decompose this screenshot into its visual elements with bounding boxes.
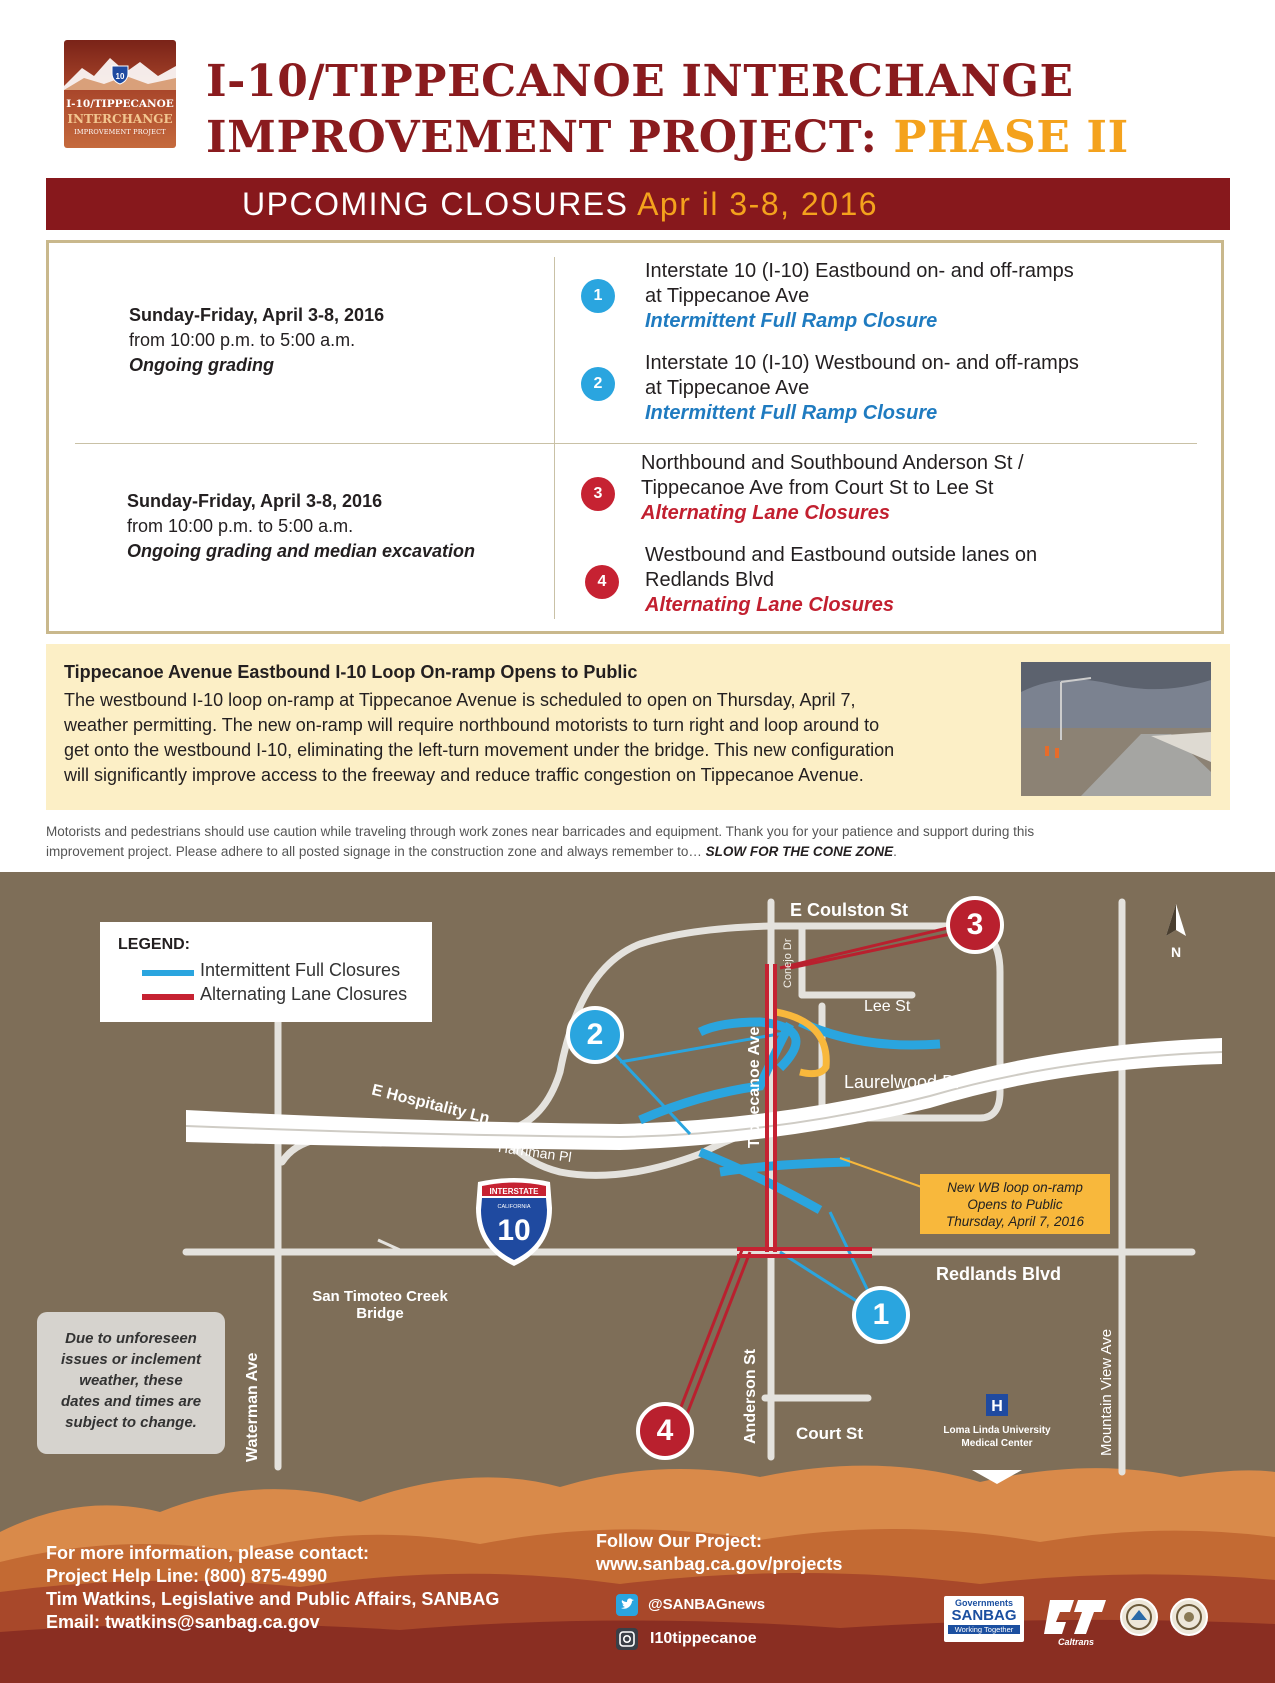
closure-period-1-date: Sunday-Friday, April 3-8, 2016 — [129, 305, 385, 325]
legend-full-swatch — [142, 970, 194, 976]
closure-period-1-hours: from 10:00 p.m. to 5:00 a.m. — [129, 330, 356, 350]
twitter-icon[interactable] — [616, 1594, 638, 1616]
road-photo-icon — [1021, 662, 1211, 796]
callout-line: New WB loop on-ramp — [947, 1180, 1083, 1195]
bridge-label-line2: Bridge — [356, 1305, 404, 1322]
legend-alt-label: Alternating Lane Closures — [200, 984, 408, 1004]
disclaimer-line: subject to change. — [65, 1414, 197, 1431]
svg-text:10: 10 — [497, 1214, 531, 1247]
map-marker-4: 4 — [636, 1402, 694, 1460]
legend-title: LEGEND: — [118, 936, 190, 953]
closure-item-4-line2: Redlands Blvd — [645, 569, 774, 591]
caltrans-logo-icon — [1044, 1592, 1108, 1648]
disclaimer-line: weather, these — [79, 1372, 183, 1389]
announcement-line: get onto the westbound I-10, eliminating the left-turn movement under the bridge. This new configuration — [64, 740, 895, 760]
street-label-coulston: E Coulston St — [790, 900, 908, 920]
callout-line: Opens to Public — [967, 1197, 1063, 1212]
street-label-mountain-view: Mountain View Ave — [1098, 1328, 1115, 1456]
contact-helpline: Project Help Line: (800) 875-4990 — [46, 1566, 328, 1586]
hospital-label — [918, 1424, 1076, 1450]
closure-item-4 — [645, 543, 1037, 618]
street-label-redlands: Redlands Blvd — [936, 1264, 1062, 1284]
banner-label: UPCOMING CLOSURES — [242, 186, 638, 222]
closures-banner — [46, 178, 1230, 230]
caution-end: . — [893, 844, 897, 859]
closure-item-1-line1: Interstate 10 (I-10) Eastbound on- and off-ramps — [645, 260, 1074, 282]
logo-line-2: INTERCHANGE — [67, 112, 173, 126]
closure-item-4-type: Alternating Lane Closures — [645, 594, 894, 616]
banner-text — [242, 186, 878, 223]
closure-period-1 — [129, 303, 384, 378]
schedule-disclaimer — [37, 1312, 225, 1454]
svg-text:INTERSTATE: INTERSTATE — [489, 1187, 539, 1196]
callout-line: Thursday, April 7, 2016 — [945, 1214, 1085, 1229]
closure-period-2 — [127, 489, 475, 564]
follow-title: Follow Our Project: — [596, 1531, 763, 1551]
twitter-handle[interactable]: @SANBAGnews — [648, 1596, 766, 1613]
table-divider-horizontal — [75, 443, 1197, 444]
closure-item-1-type: Intermittent Full Ramp Closure — [645, 310, 938, 332]
page-title — [206, 54, 1226, 166]
title-phase: PHASE II — [893, 112, 1129, 163]
city-seal-icon — [1120, 1598, 1158, 1636]
announcement-line: will significantly improve access to the freeway and reduce traffic congestion on Tippecanoe Avenue. — [64, 765, 864, 785]
contact-info — [46, 1542, 499, 1634]
closure-item-1-line2: at Tippecanoe Ave — [645, 285, 810, 307]
county-seal-icon — [1170, 1598, 1208, 1636]
caution-line-2 — [46, 842, 1216, 862]
logo-line-1: I-10/TIPPECANOE — [66, 98, 174, 110]
hospital-icon — [986, 1394, 1008, 1416]
bridge-label-line1: San Timoteo Creek — [312, 1288, 448, 1305]
sanbag-tagline: Working Together — [948, 1625, 1020, 1634]
street-label-conejo: Conejo Dr — [782, 938, 794, 988]
announcement-body — [64, 688, 1004, 788]
title-line-2 — [206, 110, 1226, 166]
banner-dates: Apr il 3-8, 2016 — [637, 186, 879, 222]
street-label-lee: Lee St — [864, 998, 911, 1015]
table-divider-vertical — [554, 257, 555, 619]
map-marker-1: 1 — [852, 1286, 910, 1344]
announcement-line: The westbound I-10 loop on-ramp at Tippecanoe Avenue is scheduled to open on Thursday, April 7, — [64, 690, 856, 710]
street-label-waterman: Waterman Ave — [244, 1352, 261, 1462]
caution-note — [46, 822, 1216, 862]
project-logo — [64, 40, 176, 148]
instagram-handle[interactable]: I10tippecanoe — [650, 1630, 757, 1647]
closure-item-3 — [641, 451, 1024, 526]
follow-url[interactable]: www.sanbag.ca.gov/projects — [596, 1554, 843, 1574]
contact-person: Tim Watkins, Legislative and Public Affairs, SANBAG — [46, 1589, 500, 1609]
street-label-court: Court St — [796, 1424, 864, 1443]
closure-marker-1: 1 — [581, 279, 615, 313]
closures-table — [46, 240, 1224, 634]
title-line-2-text: IMPROVEMENT PROJECT: — [206, 112, 894, 163]
hospital-label-line2: Medical Center — [961, 1438, 1033, 1449]
mountain-logo-icon — [64, 50, 176, 90]
map-legend — [100, 922, 432, 1022]
closure-period-2-hours: from 10:00 p.m. to 5:00 a.m. — [127, 516, 354, 536]
legend-alt-swatch — [142, 994, 194, 1000]
closure-marker-3: 3 — [581, 477, 615, 511]
svg-text:N: N — [1170, 944, 1182, 960]
disclaimer-line: Due to unforeseen — [65, 1330, 197, 1347]
street-label-tippecanoe: Tippecanoe Ave — [746, 1026, 763, 1148]
closure-map — [0, 872, 1275, 1683]
street-label-laurelwood: Laurelwood Dr — [844, 1072, 962, 1092]
disclaimer-line: dates and times are — [60, 1393, 202, 1410]
closure-marker-2: 2 — [581, 367, 615, 401]
instagram-icon[interactable] — [616, 1628, 638, 1650]
legend-full-label: Intermittent Full Closures — [200, 960, 401, 980]
closure-item-2-line1: Interstate 10 (I-10) Westbound on- and off-ramps — [645, 352, 1079, 374]
north-arrow-icon — [1166, 904, 1186, 960]
title-line-1: I-10/TIPPECANOE INTERCHANGE — [206, 56, 1074, 107]
logo-line-3: IMPROVEMENT PROJECT — [74, 128, 166, 136]
announcement-title: Tippecanoe Avenue Eastbound I-10 Loop On-ramp Opens to Public — [64, 662, 638, 682]
sanbag-name: SANBAG — [951, 1607, 1017, 1624]
follow-project — [596, 1530, 842, 1576]
onramp-photo — [1021, 662, 1211, 796]
street-label-anderson: Anderson St — [742, 1348, 759, 1444]
closure-marker-4: 4 — [585, 565, 619, 599]
closure-item-2 — [645, 351, 1079, 426]
closure-item-1 — [645, 259, 1074, 334]
street-label-hospitality: E Hospitality Ln — [369, 1081, 492, 1128]
closure-period-2-date: Sunday-Friday, April 3-8, 2016 — [127, 491, 383, 511]
svg-text:CALIFORNIA: CALIFORNIA — [497, 1204, 531, 1210]
svg-text:Caltrans: Caltrans — [1057, 1637, 1095, 1647]
contact-heading: For more information, please contact: — [46, 1543, 370, 1563]
caution-line-2-text: improvement project. Please adhere to all posted signage in the construction zone and always remember to… — [46, 844, 706, 859]
new-onramp-callout — [920, 1174, 1110, 1234]
announcement-line: weather permitting. The new on-ramp will require northbound motorists to turn right and loop around to — [64, 715, 880, 735]
closure-period-1-work: Ongoing grading — [129, 355, 274, 375]
street-label-harriman: Harriman Pl — [497, 1138, 573, 1166]
closure-item-3-line1: Northbound and Southbound Anderson St / — [641, 452, 1024, 474]
hospital-label-line1: Loma Linda University — [943, 1425, 1051, 1436]
map-marker-2: 2 — [566, 1006, 624, 1064]
closure-item-2-line2: at Tippecanoe Ave — [645, 377, 810, 399]
onramp-announcement — [46, 644, 1230, 810]
caution-line-1: Motorists and pedestrians should use caution while traveling through work zones near barricades and equipment. Thank you for your patience and support during this — [46, 824, 1035, 839]
closure-item-4-line1: Westbound and Eastbound outside lanes on — [645, 544, 1038, 566]
svg-text:10: 10 — [115, 72, 125, 81]
sanbag-top: Governments — [954, 1598, 1014, 1608]
sanbag-logo — [944, 1596, 1024, 1642]
closure-item-3-line2: Tippecanoe Ave from Court St to Lee St — [641, 477, 994, 499]
closure-period-2-work: Ongoing grading and median excavation — [127, 541, 476, 561]
map-marker-3: 3 — [946, 896, 1004, 954]
cone-zone-slogan: SLOW FOR THE CONE ZONE — [705, 844, 894, 859]
disclaimer-line: issues or inclement — [60, 1351, 202, 1368]
closure-item-2-type: Intermittent Full Ramp Closure — [645, 402, 938, 424]
closure-item-3-type: Alternating Lane Closures — [641, 502, 890, 524]
svg-text:H: H — [991, 1398, 1003, 1415]
bridge-label — [310, 1288, 450, 1322]
contact-email[interactable]: Email: twatkins@sanbag.ca.gov — [46, 1612, 320, 1632]
